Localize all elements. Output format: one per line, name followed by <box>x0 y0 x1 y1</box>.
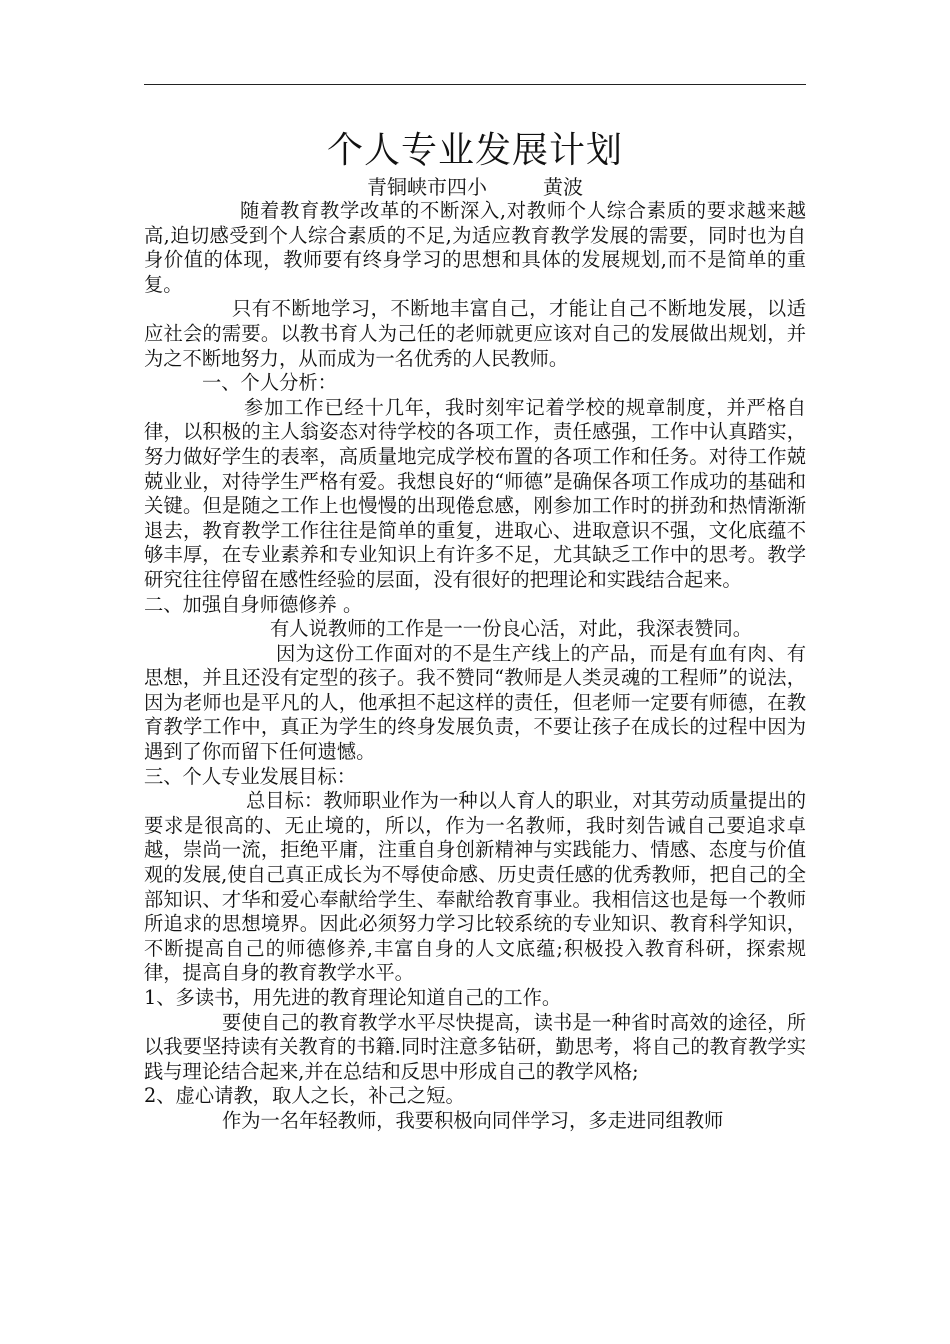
paragraph: 总目标：教师职业作为一种以人育人的职业，对其劳动质量提出的要求是很高的、无止境的，所以，作为一名教师，我时刻告诫自己要追求卓越，崇尚一流，拒绝平庸，注重自身创新精神与实践能力、情感、态度与价值观的发展,使自己真正成长为不辱使命感、历史责任感的优秀教师，把自己的全部知识、才华和爱心奉献给学生、奉献给教育事业。我相信这也是每一个教师所追求的思想境界。因此必须努力学习比较系统的专业知识、教育科学知识，不断提高自己的师德修养,丰富自身的人文底蕴;积极投入教育科研，探索规律，提高自身的教育教学水平。 <box>144 789 806 985</box>
paragraph: 有人说教师的工作是一一份良心活，对此，我深表赞同。 <box>270 617 753 641</box>
section-heading: 三、个人专业发展目标： <box>144 764 357 788</box>
paragraph: 因为这份工作面对的不是生产线上的产品，而是有血有肉、有思想，并且还没有定型的孩子。我不赞同“教师是人类灵魂的工程师”的说法，因为老师也是平凡的人，他承担不起这样的责任，但老师一定要有师德，在教育教学工作中，真正为学生的终身发展负责，不要让孩子在成长的过程中因为遇到了你而留下任何遗憾。 <box>144 641 806 764</box>
header-rule <box>144 84 806 85</box>
paragraph: 参加工作已经十几年，我时刻牢记着学校的规章制度，并严格自律，以积极的主人翁姿态对待学校的各项工作，责任感强，工作中认真踏实，努力做好学生的表率，高质量地完成学校布置的各项工作和任务。对待工作兢兢业业，对待学生严格有爱。我想良好的“师德”是确保各项工作成功的基础和关键。但是随之工作上也慢慢的出现倦怠感，刚参加工作时的拼劲和热情渐渐退去，教育教学工作往往是简单的重复，进取心、进取意识不强，文化底蕴不够丰厚，在专业素养和专业知识上有许多不足，尤其缺乏工作中的思考。教学研究往往停留在感性经验的层面，没有很好的把理论和实践结合起来。 <box>144 395 806 591</box>
author-name: 黄波 <box>543 175 583 199</box>
paragraph: 要使自己的教育教学水平尽快提高，读书是一种省时高效的途径，所以我要坚持读有关教育的书籍.同时注意多钻研，勤思考，将自己的教育教学实践与理论结合起来,并在总结和反思中形成自己的教学风格; <box>144 1010 806 1083</box>
body-text <box>144 199 806 1134</box>
author-school: 青铜峡市四小 <box>367 175 487 199</box>
section-heading: 二、加强自身师德修养 。 <box>144 592 363 616</box>
list-heading: 2、虚心请教，取人之长，补己之短。 <box>144 1084 465 1108</box>
document-title: 个人专业发展计划 <box>326 130 623 171</box>
section-heading: 一、个人分析： <box>202 371 337 395</box>
list-heading: 1、多读书，用先进的教育理论知道自己的工作。 <box>144 986 562 1009</box>
byline <box>144 175 806 199</box>
paragraph: 只有不断地学习，不断地丰富自己，才能让自己不断地发展，以适应社会的需要。以教书育人为己任的老师就更应该对自己的发展做出规划，并为之不断地努力，从而成为一名优秀的人民教师。 <box>144 297 806 370</box>
document-body <box>144 127 806 1134</box>
paragraph: 随着教育教学改革的不断深入,对教师个人综合素质的要求越来越高,迫切感受到个人综合素质的不足,为适应教育教学发展的需要，同时也为自身价值的体现，教师要有终身学习的思想和具体的发展规划,而不是简单的重复。 <box>144 199 806 296</box>
paragraph: 作为一名年轻教师，我要积极向同伴学习，多走进同组教师 <box>222 1108 724 1132</box>
